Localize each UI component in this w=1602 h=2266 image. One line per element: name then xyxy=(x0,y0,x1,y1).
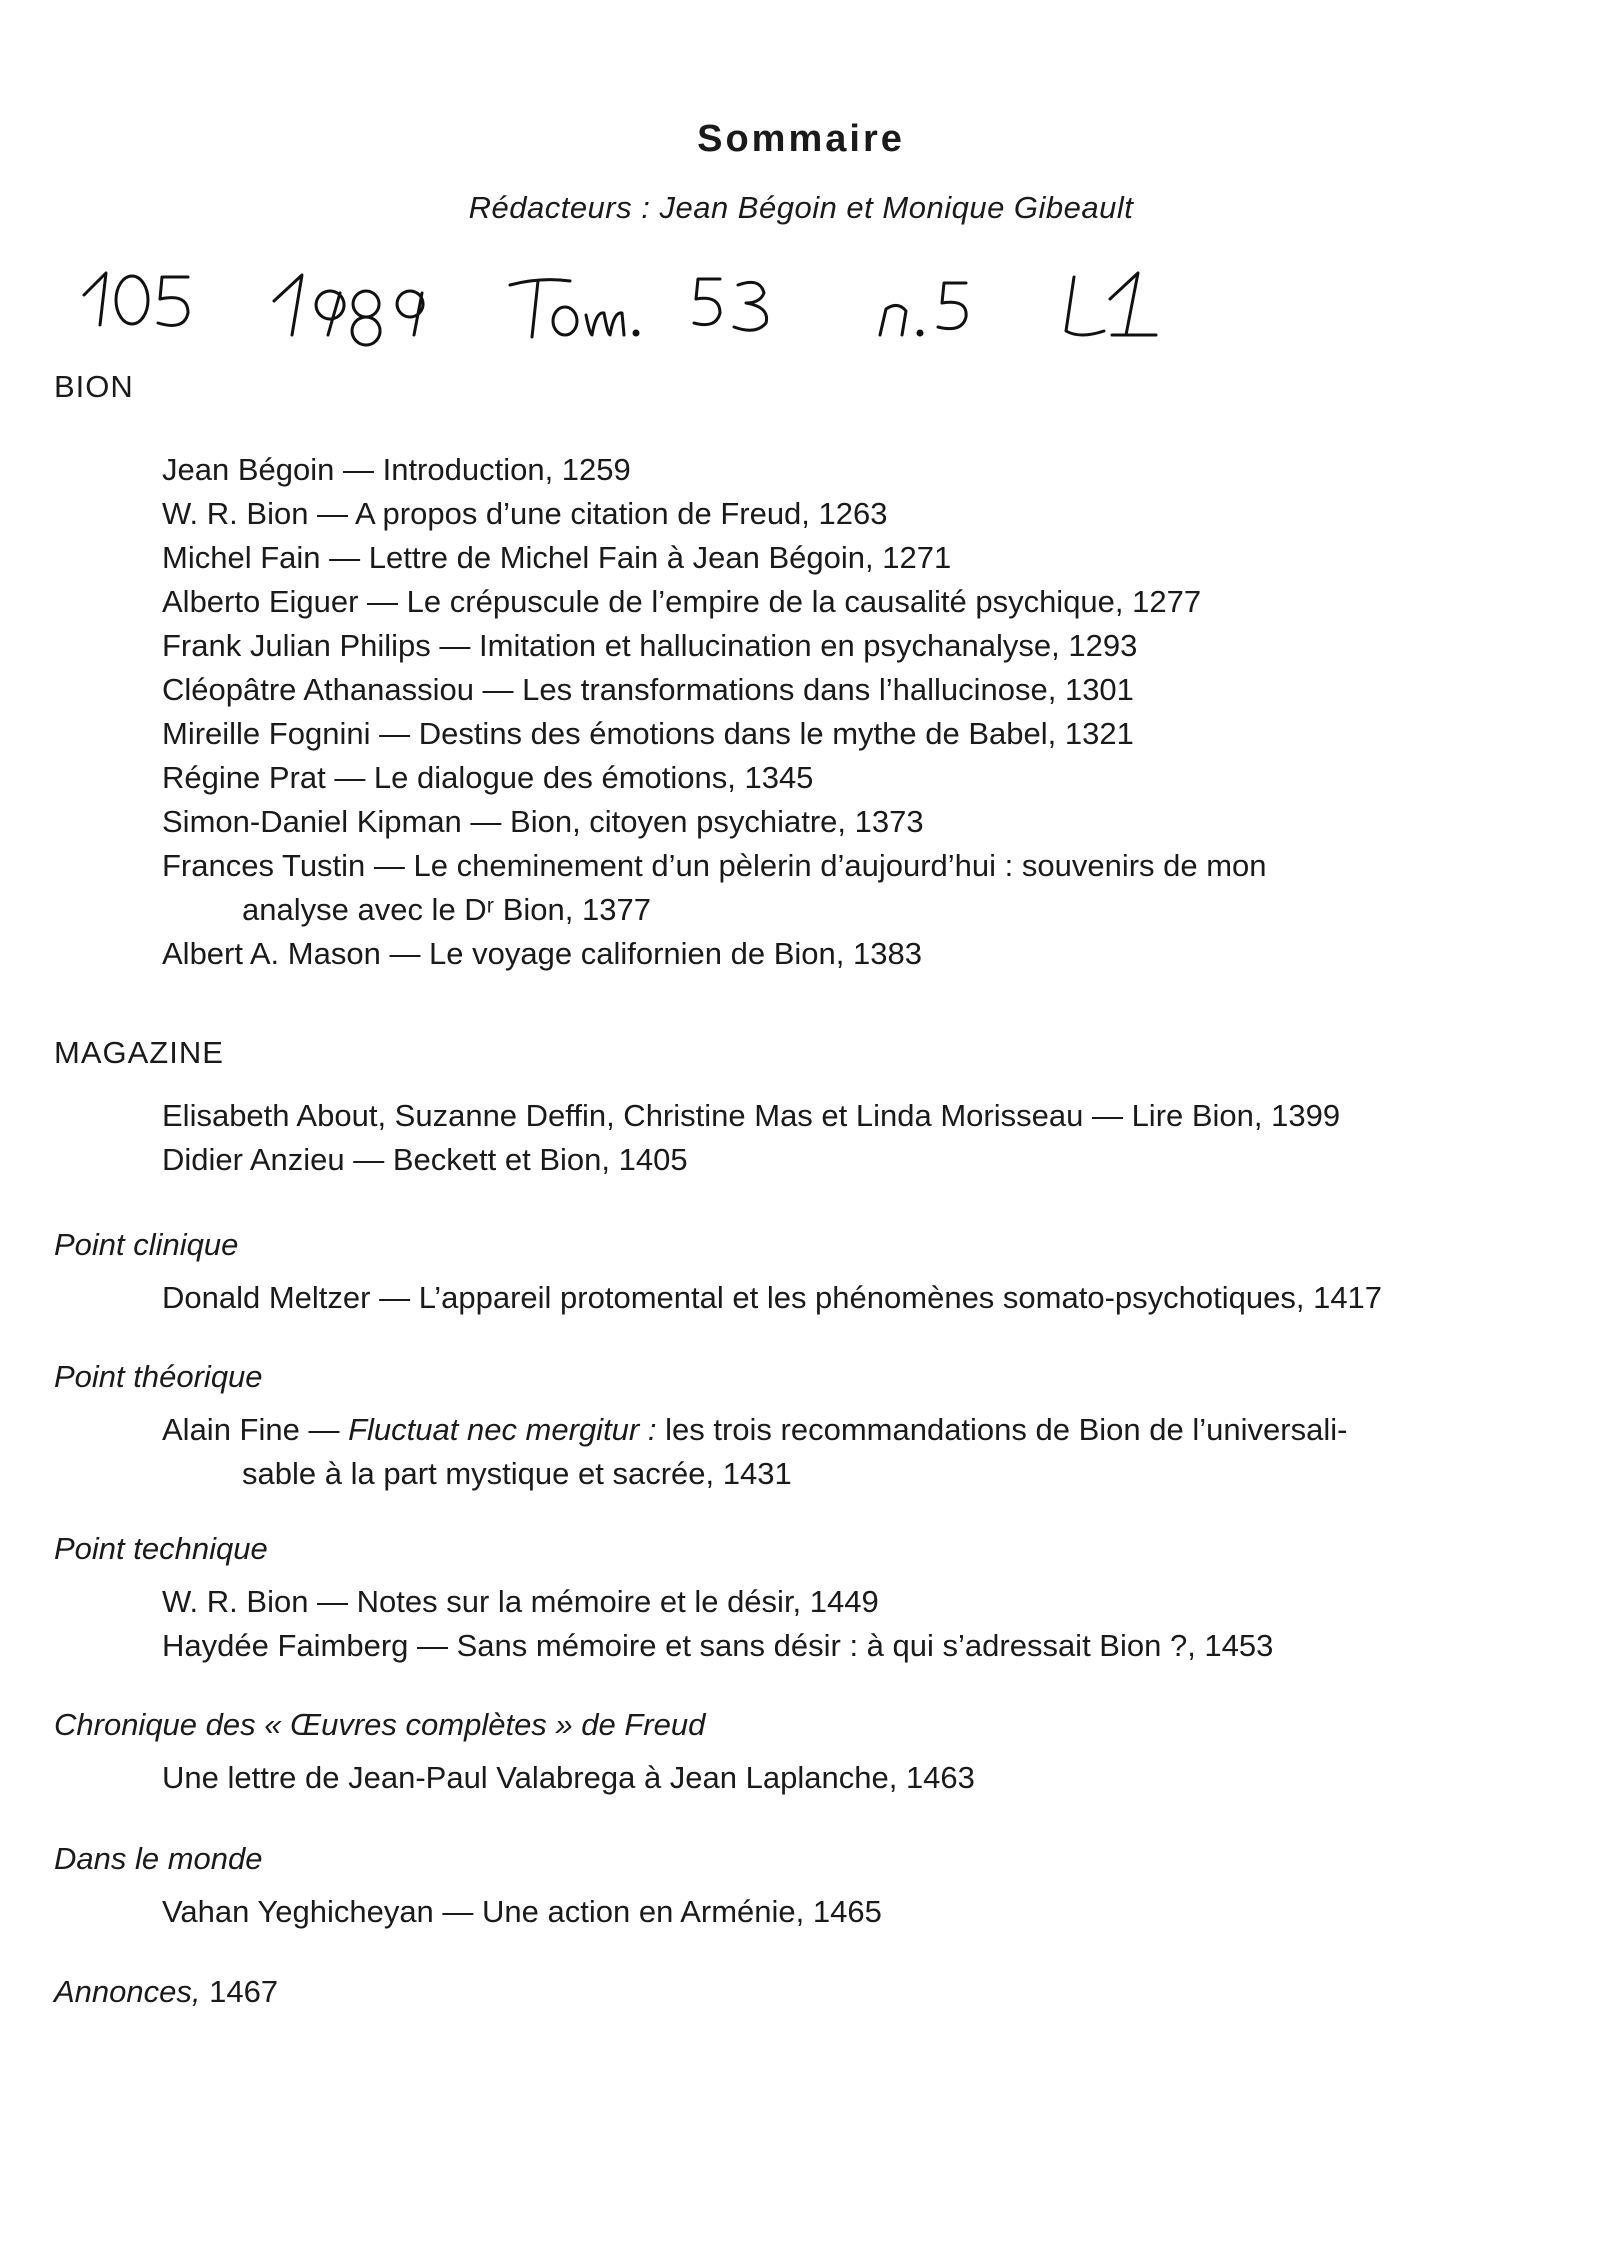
toc-entry: Frank Julian Philips — Imitation et hallucination en psychanalyse, 1293 xyxy=(162,628,1138,663)
entry-list xyxy=(54,1756,1554,1800)
toc-entry: W. R. Bion — Notes sur la mémoire et le désir, 1449 xyxy=(162,1584,879,1619)
page-title: Sommaire xyxy=(697,118,905,160)
section-chronique xyxy=(54,1706,1554,1800)
section-point-clinique xyxy=(54,1226,1554,1320)
handwritten-note-drawing xyxy=(70,255,1370,365)
section-title: Point théorique xyxy=(54,1359,263,1394)
toc-entry-continuation: analyse avec le Dʳ Bion, 1377 xyxy=(242,892,651,927)
annonces-title: Annonces, xyxy=(54,1974,201,2009)
toc-entry: Donald Meltzer — L’appareil protomental et les phénomènes somato-psychotiques, 1417 xyxy=(162,1280,1383,1315)
section-bion xyxy=(54,368,1554,976)
entry-italic-title: Fluctuat nec mergitur : xyxy=(348,1412,657,1447)
entry-list xyxy=(54,1408,1554,1496)
entry-list xyxy=(54,1276,1554,1320)
section-magazine xyxy=(54,1034,1554,1182)
toc-entry-fine xyxy=(54,1408,1506,1496)
section-title: Chronique des « Œuvres complètes » de Freud xyxy=(54,1707,706,1742)
entry-list xyxy=(54,1094,1554,1182)
toc-entry: Alberto Eiguer — Le crépuscule de l’empire de la causalité psychique, 1277 xyxy=(162,584,1202,619)
toc-entry-tustin xyxy=(54,844,1506,932)
toc-entry: Mireille Fognini — Destins des émotions dans le mythe de Babel, 1321 xyxy=(162,716,1134,751)
section-point-technique xyxy=(54,1530,1554,1668)
section-title: MAGAZINE xyxy=(54,1035,224,1070)
entry-author: Alain Fine — xyxy=(162,1412,349,1447)
annonces-page: 1467 xyxy=(200,1974,279,2009)
entry-list xyxy=(54,1580,1554,1668)
toc-entry: Cléopâtre Athanassiou — Les transformations dans l’hallucinose, 1301 xyxy=(162,672,1134,707)
toc-entry: Une lettre de Jean-Paul Valabrega à Jean Laplanche, 1463 xyxy=(162,1760,975,1795)
toc-entry: Régine Prat — Le dialogue des émotions, 1345 xyxy=(162,760,814,795)
toc-entry: Simon-Daniel Kipman — Bion, citoyen psychiatre, 1373 xyxy=(162,804,924,839)
section-title: BION xyxy=(54,369,134,404)
toc-entry: Haydée Faimberg — Sans mémoire et sans désir : à qui s’adressait Bion ?, 1453 xyxy=(162,1628,1274,1663)
section-annonces xyxy=(54,1974,278,2010)
section-point-theorique xyxy=(54,1358,1554,1496)
toc-entry-continuation: sable à la part mystique et sacrée, 1431 xyxy=(242,1456,792,1491)
entry-rest: les trois recommandations de Bion de l’universali- xyxy=(656,1412,1348,1447)
section-title: Dans le monde xyxy=(54,1841,263,1876)
entry-list xyxy=(54,1890,1554,1934)
toc-entry: Albert A. Mason — Le voyage californien de Bion, 1383 xyxy=(162,936,922,971)
handwritten-note xyxy=(70,255,1370,365)
toc-entry: Didier Anzieu — Beckett et Bion, 1405 xyxy=(162,1142,688,1177)
toc-entry: Michel Fain — Lettre de Michel Fain à Jean Bégoin, 1271 xyxy=(162,540,952,575)
toc-entry: Vahan Yeghicheyan — Une action en Arménie, 1465 xyxy=(162,1894,882,1929)
toc-entry: W. R. Bion — A propos d’une citation de Freud, 1263 xyxy=(162,496,888,531)
toc-entry-line: Frances Tustin — Le cheminement d’un pèlerin d’aujourd’hui : souvenirs de mon xyxy=(162,848,1267,883)
section-title: Point clinique xyxy=(54,1227,239,1262)
section-dans-le-monde xyxy=(54,1840,1554,1934)
toc-entry: Elisabeth About, Suzanne Deffin, Christine Mas et Linda Morisseau — Lire Bion, 1399 xyxy=(162,1098,1341,1133)
entry-list xyxy=(54,448,1554,976)
toc-entry: Jean Bégoin — Introduction, 1259 xyxy=(162,452,631,487)
section-title: Point technique xyxy=(54,1531,268,1566)
editors-line: Rédacteurs : Jean Bégoin et Monique Gibeault xyxy=(468,190,1134,225)
